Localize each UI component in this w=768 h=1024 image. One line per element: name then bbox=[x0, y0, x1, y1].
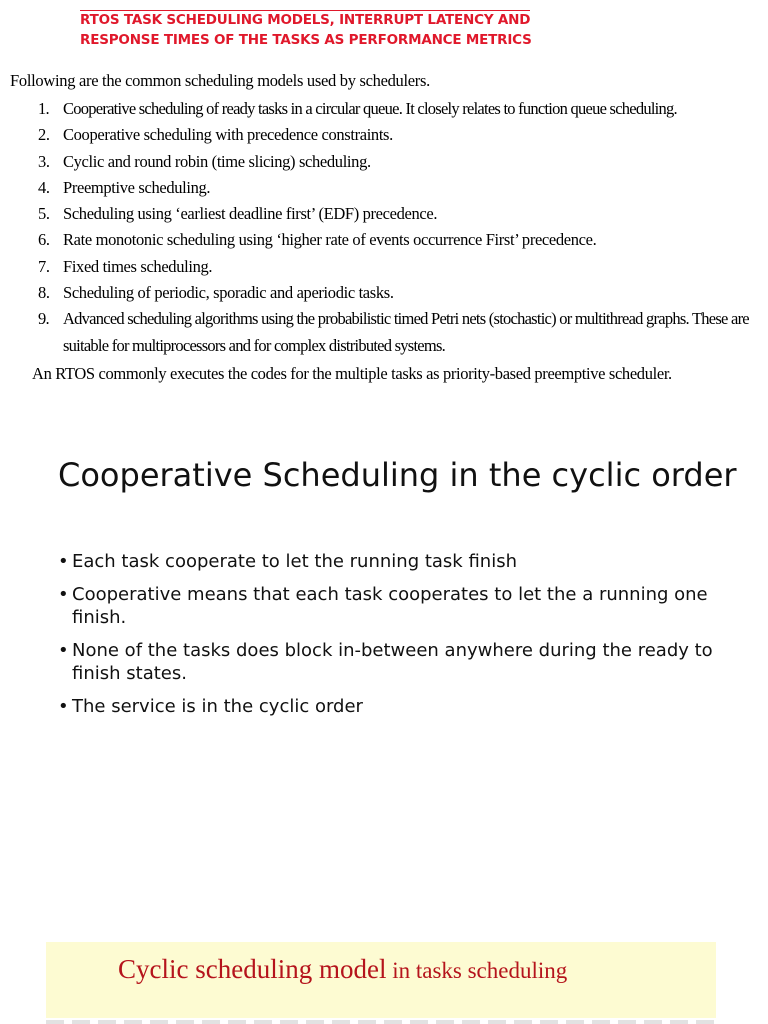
item-number: 6. bbox=[38, 230, 50, 250]
bullet-dot: • bbox=[58, 640, 69, 661]
item-number: 7. bbox=[38, 256, 50, 276]
item-text: Fixed times scheduling. bbox=[63, 256, 213, 276]
bullet-dot: • bbox=[58, 584, 69, 605]
item-number: 9. bbox=[38, 309, 49, 329]
title-rule bbox=[80, 10, 530, 11]
item-number: 1. bbox=[38, 99, 49, 118]
item-text: Scheduling of periodic, sporadic and aperiodic tasks. bbox=[63, 283, 394, 303]
item-text: Scheduling using ‘earliest deadline first’ (EDF) precedence. bbox=[63, 204, 438, 224]
bullet-dot: • bbox=[58, 696, 69, 717]
item-text: Rate monotonic scheduling using ‘higher rate of events occurrence First’ precedence. bbox=[63, 230, 597, 250]
item-text: Cyclic and round robin (time slicing) scheduling. bbox=[63, 151, 371, 171]
item-text: Advanced scheduling algorithms using the probabilistic timed Petri nets (stochastic) or multithread graphs. These are suitable for multiprocessors and for complex distributed systems. bbox=[63, 309, 749, 355]
outro-text: An RTOS commonly executes the codes for the multiple tasks as priority-based preemptive scheduler. bbox=[32, 364, 672, 383]
list-item bbox=[38, 280, 766, 306]
bullet-list bbox=[58, 550, 738, 728]
slide-title: Cooperative Scheduling in the cyclic order bbox=[58, 456, 737, 494]
bullet-text: The service is in the cyclic order bbox=[72, 696, 363, 717]
bullet-text: Each task cooperate to let the running task finish bbox=[72, 551, 517, 572]
slide-scheduling-models bbox=[0, 0, 768, 400]
title-banner bbox=[46, 942, 716, 1018]
title-line-1: RTOS TASK SCHEDULING MODELS, INTERRUPT LATENCY AND bbox=[80, 12, 531, 28]
bullet-item bbox=[58, 550, 738, 573]
bullet-text: None of the tasks does block in-between anywhere during the ready to finish states. bbox=[72, 640, 713, 684]
list-item bbox=[38, 96, 766, 122]
bullet-text: Cooperative means that each task cooperates to let the a running one finish. bbox=[72, 584, 708, 628]
item-text: Cooperative scheduling with precedence constraints. bbox=[63, 125, 393, 145]
list-item bbox=[38, 175, 766, 201]
slide-cooperative-scheduling bbox=[0, 440, 768, 780]
cut-off-text-line bbox=[46, 1020, 716, 1024]
list-item bbox=[38, 227, 766, 253]
item-number: 4. bbox=[38, 177, 50, 197]
slide-cyclic-scheduling bbox=[0, 942, 768, 1024]
list-item bbox=[38, 122, 766, 148]
list-item bbox=[38, 254, 766, 280]
list-item bbox=[38, 201, 766, 227]
item-text: Cooperative scheduling of ready tasks in a circular queue. It closely relates to function queue scheduling. bbox=[63, 99, 677, 118]
item-number: 8. bbox=[38, 283, 50, 303]
bullet-dot: • bbox=[58, 551, 69, 572]
slide-title bbox=[80, 10, 540, 50]
item-number: 5. bbox=[38, 204, 50, 224]
list-item bbox=[38, 149, 766, 175]
list-item bbox=[38, 306, 766, 359]
bullet-item bbox=[58, 583, 738, 629]
item-text: Preemptive scheduling. bbox=[63, 177, 211, 197]
banner-title bbox=[118, 954, 567, 985]
title-line-2: RESPONSE TIMES OF THE TASKS AS PERFORMANCE METRICS bbox=[80, 32, 532, 48]
bullet-item bbox=[58, 695, 738, 718]
banner-title-main: Cyclic scheduling model bbox=[118, 954, 387, 984]
item-number: 3. bbox=[38, 151, 50, 171]
bullet-item bbox=[58, 639, 738, 685]
banner-title-suffix: in tasks scheduling bbox=[386, 958, 568, 983]
item-number: 2. bbox=[38, 125, 50, 145]
scheduling-models-list bbox=[38, 96, 766, 359]
intro-text: Following are the common scheduling models used by schedulers. bbox=[10, 71, 430, 90]
